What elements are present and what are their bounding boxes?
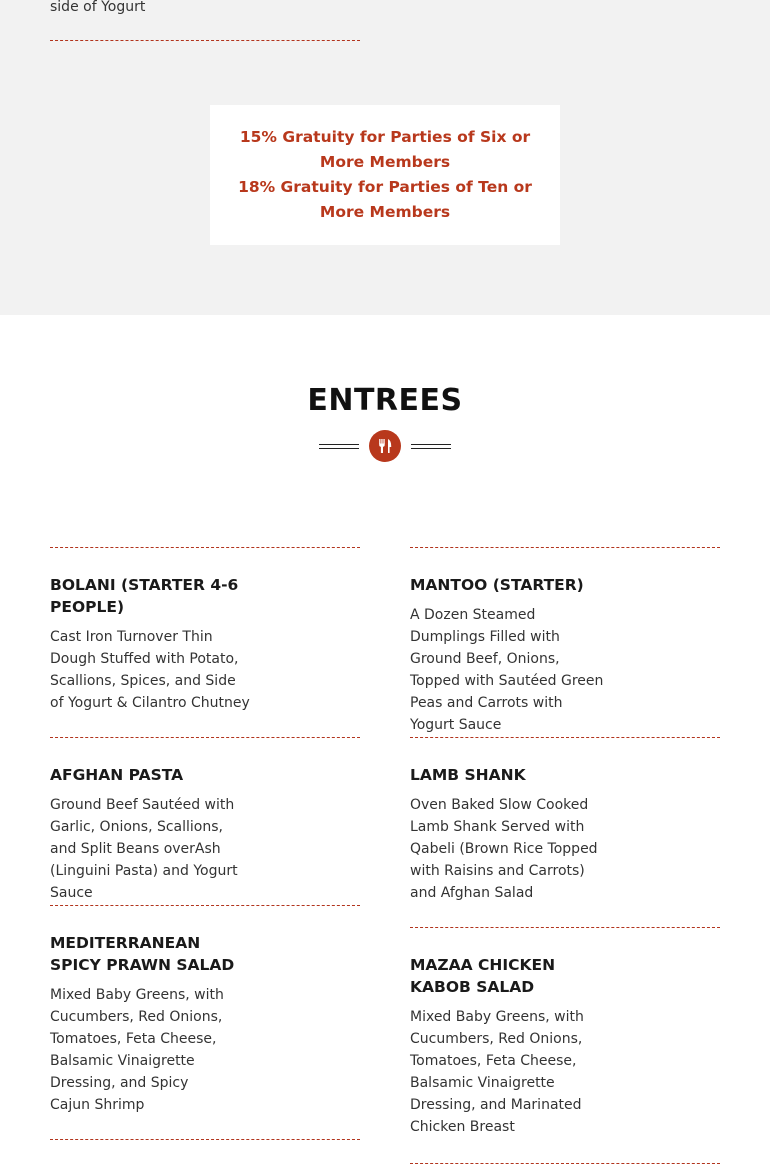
item-title: AFGHAN PASTA (50, 766, 184, 784)
dashed-divider (50, 1139, 360, 1140)
item-description: Mixed Baby Greens, with Cucumbers, Red Onions, Tomatoes, Feta Cheese, Balsamic Vinaigrette Dressing, and Marinated Chicken Breast (410, 1009, 584, 1135)
title-ornament (319, 430, 451, 464)
menu-item (50, 737, 360, 901)
gratuity-line-six: 15% Gratuity for Parties of Six or More Members (239, 128, 531, 171)
item-description: Mixed Baby Greens, with Cucumbers, Red Onions, Tomatoes, Feta Cheese, Balsamic Vinaigrette Dressing, and Spicy Cajun Shrimp (50, 987, 224, 1113)
fork-knife-icon (369, 430, 401, 462)
menu-item (410, 547, 720, 733)
item-title: MAZAA CHICKEN KABOB SALAD (410, 956, 556, 996)
dashed-divider (50, 40, 360, 41)
menu-item (410, 927, 720, 1135)
item-title: BOLANI (STARTER 4-6 PEOPLE) (50, 576, 239, 616)
item-description: A Dozen Steamed Dumplings Filled with Ground Beef, Onions, Topped with Sautéed Green Peas and Carrots with Yogurt Sauce (410, 607, 604, 733)
item-description: Ground Beef Sautéed with Garlic, Onions, Scallions, and Split Beans overAsh (Linguini Pasta) and Yogurt Sauce (50, 797, 238, 901)
section-title: ENTREES (307, 383, 463, 418)
item-description: Cast Iron Turnover Thin Dough Stuffed with Potato, Scallions, Spices, and Side of Yogurt & Cilantro Chutney (50, 629, 250, 711)
gratuity-notice (210, 105, 560, 245)
item-description: Oven Baked Slow Cooked Lamb Shank Served with Qabeli (Brown Rice Topped with Raisins and Carrots) and Afghan Salad (410, 797, 598, 901)
item-title: LAMB SHANK (410, 766, 526, 784)
menu-item (410, 737, 720, 901)
ornament-left-bar (319, 444, 359, 449)
item-title: MEDITERRANEAN SPICY PRAWN SALAD (50, 934, 235, 974)
gratuity-section (0, 0, 770, 315)
item-title: MANTOO (STARTER) (410, 576, 584, 594)
menu-item (50, 547, 360, 711)
ornament-right-bar (411, 444, 451, 449)
gratuity-line-ten: 18% Gratuity for Parties of Ten or More Members (238, 178, 532, 221)
previous-item-description: side of Yogurt (50, 0, 146, 15)
dashed-divider (410, 1163, 720, 1164)
menu-item (50, 905, 360, 1113)
